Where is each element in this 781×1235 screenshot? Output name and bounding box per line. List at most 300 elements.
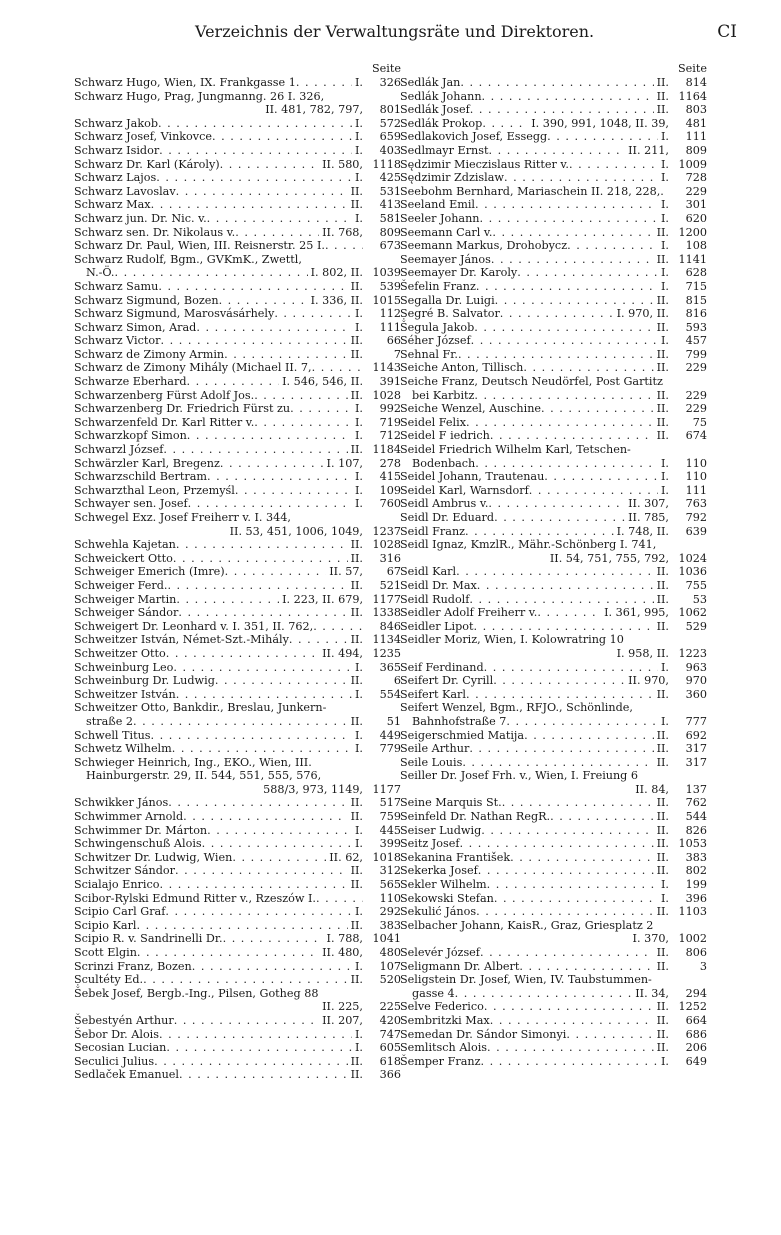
entry-line bbox=[400, 688, 707, 702]
entry-reference: II. 494, bbox=[322, 646, 363, 660]
page-ref-number: 229 bbox=[685, 388, 707, 402]
page-ref-number: 799 bbox=[685, 347, 707, 361]
entry-line bbox=[400, 579, 707, 593]
page-ref-number: 1024 bbox=[678, 551, 707, 565]
index-entry bbox=[74, 511, 401, 538]
entry-reference: II. bbox=[656, 89, 669, 103]
entry-name: Seidel Johann, Trautenau bbox=[400, 470, 545, 484]
index-entry bbox=[74, 674, 401, 688]
entry-name: Sekowski Stefan bbox=[400, 891, 494, 905]
entry-line bbox=[74, 511, 401, 525]
entry-name: Schwarz Victor bbox=[74, 334, 161, 348]
dot-leader bbox=[474, 321, 653, 335]
entry-name: Schwarz Josef, Vinkovce bbox=[74, 130, 213, 144]
entry-reference: II. bbox=[350, 279, 363, 293]
entry-line bbox=[74, 321, 401, 335]
page-ref-number: 1237 bbox=[372, 524, 401, 538]
index-entry bbox=[74, 946, 401, 960]
page-ref-number: 1141 bbox=[678, 252, 707, 266]
dot-leader bbox=[163, 443, 347, 457]
entry-name: Schwarz Lajos bbox=[74, 171, 157, 185]
entry-reference: II. bbox=[656, 742, 669, 756]
page-ref-number: 755 bbox=[685, 578, 707, 592]
index-entry bbox=[400, 443, 707, 470]
index-entry bbox=[74, 158, 401, 172]
page-ref-number: 1009 bbox=[678, 157, 707, 171]
page-ref-number: 1015 bbox=[372, 293, 401, 307]
dot-leader bbox=[487, 878, 658, 892]
page-ref-number: 520 bbox=[379, 973, 401, 987]
dot-leader bbox=[517, 266, 658, 280]
entry-name: Seeland Emil bbox=[400, 198, 476, 212]
index-entry bbox=[400, 905, 707, 919]
index-entry bbox=[400, 375, 707, 402]
entry-line bbox=[74, 1000, 401, 1014]
entry-line bbox=[400, 593, 707, 607]
index-entry bbox=[400, 661, 707, 675]
page-ref-number: 692 bbox=[685, 728, 707, 742]
dot-leader bbox=[510, 851, 653, 865]
page-ref-number: 544 bbox=[685, 810, 707, 824]
dot-leader bbox=[484, 1000, 654, 1014]
dot-leader bbox=[173, 661, 352, 675]
entry-reference: I. bbox=[355, 76, 363, 89]
entry-reference: II. bbox=[350, 878, 363, 892]
entry-reference: I. 788, bbox=[326, 932, 363, 946]
index-entry bbox=[400, 334, 707, 348]
entry-name: Schwieger Heinrich, Ing., EKO., Wien, III. bbox=[74, 755, 312, 769]
entry-line bbox=[74, 932, 401, 946]
entry-reference: I. 546, 546, II. bbox=[282, 375, 363, 389]
entry-reference: II. bbox=[656, 905, 669, 919]
page-ref-number: 6 bbox=[393, 674, 401, 688]
entry-reference: II. bbox=[656, 1000, 669, 1014]
page-ref-number: 481 bbox=[685, 116, 707, 130]
entry-line bbox=[400, 185, 707, 199]
page-ref-number: 620 bbox=[685, 211, 707, 225]
page-ref-number: 317 bbox=[685, 755, 707, 769]
dot-leader bbox=[220, 457, 324, 471]
dot-leader bbox=[460, 837, 654, 851]
dot-leader bbox=[225, 565, 327, 579]
entry-name: II. 225, bbox=[322, 1000, 363, 1014]
entry-name: Schwarzenfeld Dr. Karl Ritter v. bbox=[74, 415, 255, 429]
dot-leader bbox=[494, 892, 658, 906]
entry-reference: I. 336, II. bbox=[310, 293, 363, 307]
entry-line bbox=[74, 892, 401, 906]
dot-leader bbox=[254, 416, 352, 430]
entry-line bbox=[74, 620, 401, 634]
entry-name: Scialajo Enrico bbox=[74, 878, 160, 892]
entry-name: Sedlák Josef bbox=[400, 103, 470, 117]
dot-leader bbox=[494, 511, 625, 525]
entry-name: Schwarzkopf Simon bbox=[74, 429, 187, 443]
dot-leader bbox=[537, 606, 601, 620]
entry-line bbox=[400, 280, 707, 294]
entry-reference: II. bbox=[656, 1041, 669, 1055]
index-entry bbox=[74, 565, 401, 579]
entry-reference: I. bbox=[661, 334, 669, 348]
entry-reference: I. bbox=[661, 171, 669, 185]
entry-name: Seligmann Dr. Albert bbox=[400, 959, 520, 973]
index-entry bbox=[74, 538, 401, 552]
dot-leader bbox=[458, 348, 654, 362]
index-entry bbox=[400, 1014, 707, 1028]
dot-leader bbox=[469, 742, 653, 756]
index-entry bbox=[400, 688, 707, 702]
entry-name: Schwarze Eberhard bbox=[74, 375, 187, 389]
entry-line bbox=[74, 633, 401, 647]
entry-reference: II. bbox=[350, 334, 363, 348]
dot-leader bbox=[484, 661, 658, 675]
page-ref-number: 1200 bbox=[678, 225, 707, 239]
entry-reference: I. 970, II. bbox=[616, 307, 669, 321]
dot-leader bbox=[154, 1055, 347, 1069]
entry-name: Seinfeld Dr. Nathan RegR. bbox=[400, 810, 551, 824]
dot-leader bbox=[160, 878, 348, 892]
index-entry bbox=[400, 484, 707, 498]
entry-line bbox=[400, 158, 707, 172]
entry-line bbox=[74, 824, 401, 838]
entry-line bbox=[74, 457, 401, 471]
page-ref-number: 777 bbox=[685, 714, 707, 728]
page-ref-number: 415 bbox=[379, 470, 401, 484]
index-entry bbox=[400, 280, 707, 294]
page-ref-number: 803 bbox=[685, 103, 707, 117]
entry-name: Ṣegré B. Salvator bbox=[400, 307, 500, 321]
entry-name: Sembritzki Max bbox=[400, 1013, 490, 1027]
entry-line bbox=[74, 1028, 401, 1042]
seite-label-left: Seite bbox=[372, 62, 401, 75]
entry-line bbox=[74, 783, 401, 797]
entry-line bbox=[400, 742, 707, 756]
dot-leader bbox=[460, 76, 653, 90]
page-ref-number: 110 bbox=[379, 891, 401, 905]
entry-reference: I. bbox=[355, 742, 363, 756]
page-ref-number: 383 bbox=[379, 918, 401, 932]
index-entry bbox=[400, 266, 707, 280]
page-ref-number: 1338 bbox=[372, 606, 401, 620]
entry-name: I. 958, II. bbox=[616, 646, 669, 660]
dot-leader bbox=[166, 1041, 352, 1055]
entry-line bbox=[74, 185, 401, 199]
page-ref-number: 565 bbox=[379, 878, 401, 892]
dot-leader bbox=[289, 633, 348, 647]
index-entry bbox=[400, 851, 707, 865]
page-ref-number: 1134 bbox=[372, 633, 401, 647]
entry-name: Sekerka Josef bbox=[400, 864, 478, 878]
left-column bbox=[74, 62, 401, 1082]
dot-leader bbox=[482, 90, 654, 104]
page-ref-number: 816 bbox=[685, 307, 707, 321]
entry-reference: I. bbox=[355, 837, 363, 851]
page-ref-number: 673 bbox=[379, 239, 401, 253]
entry-line bbox=[74, 470, 401, 484]
entry-line bbox=[400, 76, 707, 90]
entry-reference: II. bbox=[656, 946, 669, 959]
entry-name: Bahnhofstraße 7 bbox=[412, 714, 507, 728]
entry-reference: II. 211, bbox=[628, 143, 669, 157]
dot-leader bbox=[167, 579, 347, 593]
entry-name: Schweiger Martin bbox=[74, 592, 177, 606]
entry-line bbox=[74, 144, 401, 158]
entry-line bbox=[400, 144, 707, 158]
entry-line bbox=[400, 361, 707, 375]
entry-line bbox=[74, 1041, 401, 1055]
index-entry bbox=[74, 239, 401, 253]
index-entry bbox=[400, 593, 707, 607]
entry-name: Seigerschmied Matija bbox=[400, 728, 525, 742]
entry-reference: II. bbox=[656, 252, 669, 266]
dot-leader bbox=[313, 620, 363, 634]
entry-line bbox=[400, 1028, 707, 1042]
index-entry bbox=[400, 796, 707, 810]
entry-reference: II. bbox=[350, 1054, 363, 1068]
entry-line bbox=[400, 117, 707, 131]
entry-name: straße 2 bbox=[86, 714, 134, 728]
index-entry bbox=[74, 919, 401, 933]
index-entry bbox=[400, 171, 707, 185]
entry-name: Schweiger Emerich (Imre) bbox=[74, 565, 225, 579]
entry-name: Seifert Dr. Cyrill bbox=[400, 674, 494, 688]
entry-line bbox=[74, 429, 401, 443]
index-entry bbox=[74, 185, 401, 199]
entry-line bbox=[400, 130, 707, 144]
entry-line bbox=[400, 756, 707, 770]
page-ref-number: 7 bbox=[393, 347, 401, 361]
page-ref-number: 391 bbox=[379, 375, 401, 389]
entry-line bbox=[74, 647, 401, 661]
entry-line bbox=[74, 443, 401, 457]
index-entry bbox=[74, 620, 401, 634]
entry-reference: I. 390, 991, 1048, II. 39, bbox=[531, 116, 669, 130]
index-entry bbox=[74, 1014, 401, 1028]
dot-leader bbox=[188, 497, 352, 511]
entry-name: II. 53, 451, 1006, 1049, bbox=[229, 524, 363, 538]
dot-leader bbox=[544, 470, 658, 484]
entry-name: Schwärzler Karl, Bregenz bbox=[74, 456, 220, 470]
page-ref-number: 420 bbox=[379, 1013, 401, 1027]
entry-name: Seemayer János bbox=[400, 252, 491, 266]
entry-name: Scott Elgin bbox=[74, 946, 137, 959]
page-ref-number: 326 bbox=[379, 76, 401, 89]
entry-line bbox=[74, 742, 401, 756]
index-entry bbox=[400, 946, 707, 960]
page-ref-number: 312 bbox=[379, 864, 401, 878]
entry-line bbox=[400, 253, 707, 267]
entry-list-left bbox=[74, 76, 401, 1082]
entry-name: Seifert Karl bbox=[400, 687, 466, 701]
entry-name: Seidl Dr. Eduard bbox=[400, 511, 495, 524]
page-ref-number: 110 bbox=[685, 456, 707, 470]
index-entry bbox=[400, 198, 707, 212]
page-ref-number: 809 bbox=[379, 225, 401, 239]
entry-line bbox=[400, 919, 707, 933]
dot-leader bbox=[481, 824, 653, 838]
page-ref-number: 445 bbox=[379, 823, 401, 837]
page-ref-number: 107 bbox=[379, 959, 401, 973]
entry-name: Schwarzenberg Dr. Friedrich Fürst zu bbox=[74, 402, 291, 416]
entry-reference: II. bbox=[656, 864, 669, 878]
index-entry bbox=[74, 226, 401, 240]
page-ref-number: 715 bbox=[685, 279, 707, 293]
page-ref-number: 674 bbox=[685, 429, 707, 443]
entry-name: Seile Louis bbox=[400, 755, 463, 769]
page-ref-number: 413 bbox=[379, 198, 401, 212]
index-entry bbox=[74, 144, 401, 158]
entry-line bbox=[74, 878, 401, 892]
index-entry bbox=[400, 810, 707, 824]
entry-name: Schweitzer István bbox=[74, 687, 176, 701]
index-entry bbox=[400, 1028, 707, 1042]
index-entry bbox=[74, 321, 401, 335]
page-ref-number: 649 bbox=[685, 1054, 707, 1068]
index-entry bbox=[400, 960, 707, 974]
entry-line bbox=[74, 987, 401, 1001]
entry-name: Schweinburg Leo bbox=[74, 660, 174, 674]
dot-leader bbox=[235, 484, 352, 498]
page-ref-number: 792 bbox=[685, 511, 707, 524]
dot-leader bbox=[176, 538, 348, 552]
entry-name: Seidl Ignaz, KmzlR., Mähr.-Schönberg I. 741, bbox=[400, 538, 657, 552]
entry-line bbox=[74, 1055, 401, 1069]
entry-name: Sedlák Jan bbox=[400, 76, 461, 89]
entry-line bbox=[74, 266, 401, 280]
entry-line bbox=[74, 674, 401, 688]
entry-name: Schwarz de Zimony Mihály (Michael II. 7, bbox=[74, 361, 312, 375]
page-ref-number: 1177 bbox=[372, 782, 401, 796]
index-entry bbox=[74, 905, 401, 919]
dot-leader bbox=[466, 688, 654, 702]
entry-line bbox=[400, 960, 707, 974]
page-ref-number: 846 bbox=[379, 619, 401, 633]
dot-leader bbox=[469, 593, 653, 607]
dot-leader bbox=[219, 294, 308, 308]
entry-name: Secosian Lucian bbox=[74, 1041, 167, 1055]
dot-leader bbox=[202, 837, 352, 851]
entry-name: Seile Arthur bbox=[400, 742, 470, 756]
dot-leader bbox=[186, 375, 279, 389]
page-ref-number: 75 bbox=[692, 415, 707, 429]
entry-line bbox=[74, 294, 401, 308]
page-ref-number: 199 bbox=[685, 878, 707, 892]
page-ref-number: 521 bbox=[379, 578, 401, 592]
entry-line bbox=[74, 348, 401, 362]
entry-reference: II. bbox=[656, 578, 669, 592]
entry-name: Seeler Johann bbox=[400, 211, 480, 225]
entry-line bbox=[74, 661, 401, 675]
entry-name: Scibor-Rylski Edmund Ritter v., Rzeszów I. bbox=[74, 891, 316, 905]
index-entry bbox=[74, 76, 401, 90]
dot-leader bbox=[151, 198, 348, 212]
index-entry bbox=[74, 579, 401, 593]
entry-reference: I. bbox=[355, 211, 363, 225]
dot-leader bbox=[462, 756, 653, 770]
index-entry bbox=[400, 429, 707, 443]
index-entry bbox=[400, 253, 707, 267]
dot-leader bbox=[660, 185, 669, 199]
dot-leader bbox=[165, 905, 352, 919]
entry-name: Sehnal Fr. bbox=[400, 347, 458, 361]
entry-reference: II. bbox=[656, 76, 669, 89]
entry-line bbox=[74, 375, 401, 389]
entry-name: Schwarz Sigmund, Marosvásárhely bbox=[74, 307, 275, 321]
entry-reference: II. 480, bbox=[322, 946, 363, 959]
entry-name: II. 481, 782, 797, bbox=[265, 103, 363, 117]
dot-leader bbox=[476, 905, 654, 919]
index-entry bbox=[74, 280, 401, 294]
index-entry bbox=[74, 851, 401, 865]
page-ref-number: 109 bbox=[379, 483, 401, 497]
entry-name: Schwimmer Dr. Márton bbox=[74, 823, 208, 837]
page-ref-number: 449 bbox=[379, 728, 401, 742]
entry-line bbox=[400, 932, 707, 946]
entry-name: Schwarz Isidor bbox=[74, 143, 160, 157]
entry-name: Schweiger Sándor bbox=[74, 606, 179, 620]
index-entry bbox=[400, 185, 707, 199]
dot-leader bbox=[274, 307, 352, 321]
entry-line bbox=[400, 538, 707, 552]
entry-name: Seiche Wenzel, Auschine bbox=[400, 402, 542, 416]
dot-leader bbox=[178, 606, 347, 620]
entry-line bbox=[400, 987, 707, 1001]
entry-line bbox=[74, 769, 401, 783]
dot-leader bbox=[500, 307, 614, 321]
dot-leader bbox=[220, 158, 319, 172]
index-entry bbox=[74, 810, 401, 824]
entry-name: Seidl Dr. Max bbox=[400, 578, 477, 592]
entry-reference: II. bbox=[656, 796, 669, 810]
index-entry bbox=[74, 892, 401, 906]
entry-name: I. 370, bbox=[632, 932, 669, 946]
index-entry bbox=[74, 294, 401, 308]
dot-leader bbox=[466, 416, 654, 430]
entry-reference: II. bbox=[656, 320, 669, 334]
dot-leader bbox=[480, 1055, 658, 1069]
entry-reference: I. 802, II. bbox=[310, 266, 363, 280]
entry-reference: II. 62, bbox=[329, 850, 363, 864]
dot-leader bbox=[475, 198, 658, 212]
page-ref-number: 1053 bbox=[678, 837, 707, 851]
dot-leader bbox=[550, 810, 653, 824]
entry-reference: I. bbox=[661, 878, 669, 892]
entry-name: II. 54, 751, 755, 792, bbox=[549, 551, 669, 565]
index-entry bbox=[74, 497, 401, 511]
index-entry bbox=[400, 525, 707, 539]
entry-line bbox=[400, 701, 707, 715]
dot-leader bbox=[487, 1041, 654, 1055]
entry-name: Schwarzenberg Fürst Adolf Jos. bbox=[74, 388, 255, 402]
dot-leader bbox=[212, 130, 352, 144]
dot-leader bbox=[480, 212, 659, 226]
index-entry bbox=[74, 117, 401, 131]
entry-line bbox=[400, 239, 707, 253]
entry-line bbox=[400, 198, 707, 212]
page-ref-number: 814 bbox=[685, 76, 707, 89]
index-entry bbox=[400, 212, 707, 226]
page-ref-number: 992 bbox=[379, 402, 401, 416]
dot-leader bbox=[224, 348, 347, 362]
index-entry bbox=[74, 171, 401, 185]
page-ref-number: 1252 bbox=[678, 1000, 707, 1014]
page-ref-number: 111 bbox=[685, 483, 707, 497]
index-entry bbox=[74, 1028, 401, 1042]
entry-name: N.-Ö. bbox=[86, 266, 115, 280]
entry-line bbox=[74, 198, 401, 212]
dot-leader bbox=[207, 824, 352, 838]
page-ref-number: 581 bbox=[379, 211, 401, 225]
entry-reference: I. bbox=[661, 130, 669, 144]
